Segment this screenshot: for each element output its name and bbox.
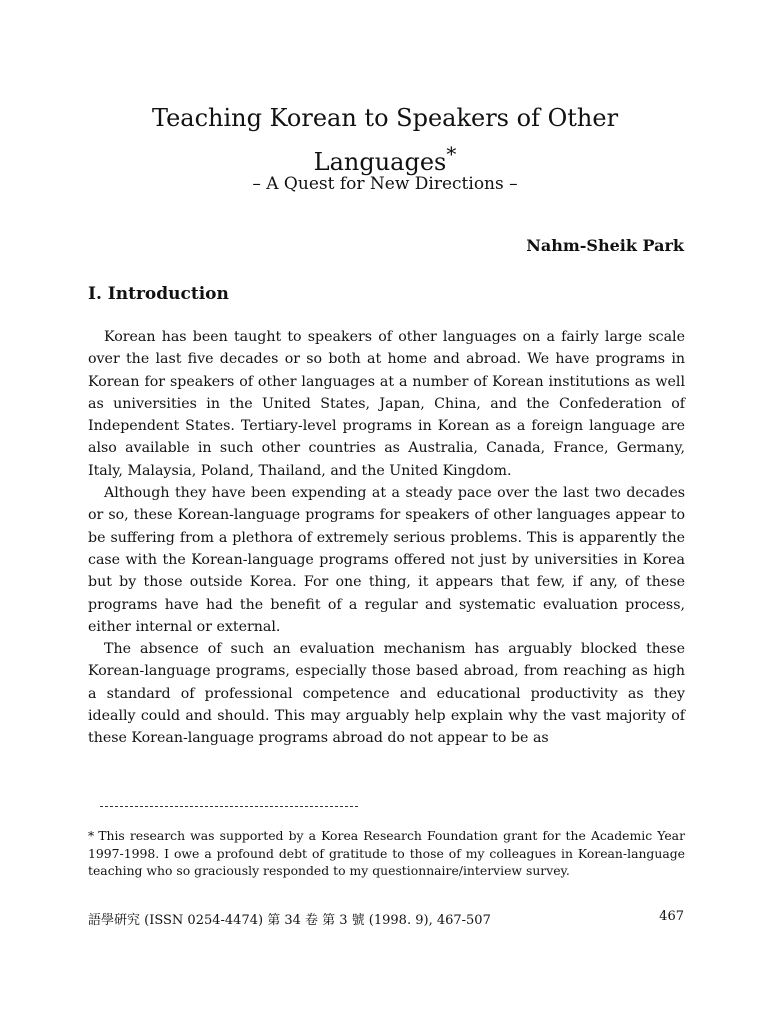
section-heading: I. Introduction	[88, 284, 229, 304]
page-number: 467	[659, 909, 684, 924]
footnote-text: This research was supported by a Korea Research Foundation grant for the Academic Year 1997-1998. I owe a profound debt of gratitude to those of my colleagues in Korean-language teaching who so graciously responded to my questionnaire/interview survey.	[88, 828, 685, 878]
title-footnote-marker: *	[446, 142, 457, 166]
journal-citation: 語學硏究 (ISSN 0254-4474) 第 34 卷 第 3 號 (1998. 9), 467-507	[88, 913, 491, 928]
paper-title	[90, 100, 680, 180]
paper-subtitle: – A Quest for New Directions –	[252, 174, 518, 194]
paragraph: Although they have been expending at a steady pace over the last two decades or so, these Korean-language programs for speakers of other languages appear to be suffering from a plethora of extremely serious problems. This is apparently the case with the Korean-language programs offered not just by universities in Korea but by those outside Korea. For one thing, it appears that few, if any, of these programs have had the benefit of a regular and systematic evaluation process, either internal or external.	[88, 485, 685, 635]
footnote-divider	[100, 806, 358, 807]
page-footer	[88, 909, 684, 928]
author-name: Nahm-Sheik Park	[526, 236, 684, 255]
body-text	[88, 326, 685, 750]
paragraph: Korean has been taught to speakers of other languages on a fairly large scale over the last five decades or so both at home and abroad. We have programs in Korean for speakers of other languages at a number of Korean institutions as well as universities in the United States, Japan, China, and the Confederation of Independent States. Tertiary-level programs in Korean as a foreign language are also available in such other countries as Australia, Canada, France, Germany, Italy, Malaysia, Poland, Thailand, and the United Kingdom.	[88, 329, 685, 479]
paper-title-text: Teaching Korean to Speakers of Other Languages	[151, 104, 619, 176]
footnote	[88, 827, 685, 880]
paragraph: The absence of such an evaluation mechanism has arguably blocked these Korean-language programs, especially those based abroad, from reaching as high a standard of professional competence and educational productivity as they ideally could and should. This may arguably help explain why the vast majority of these Korean-language programs abroad do not appear to be as	[88, 641, 685, 747]
footnote-marker: *	[88, 828, 95, 843]
